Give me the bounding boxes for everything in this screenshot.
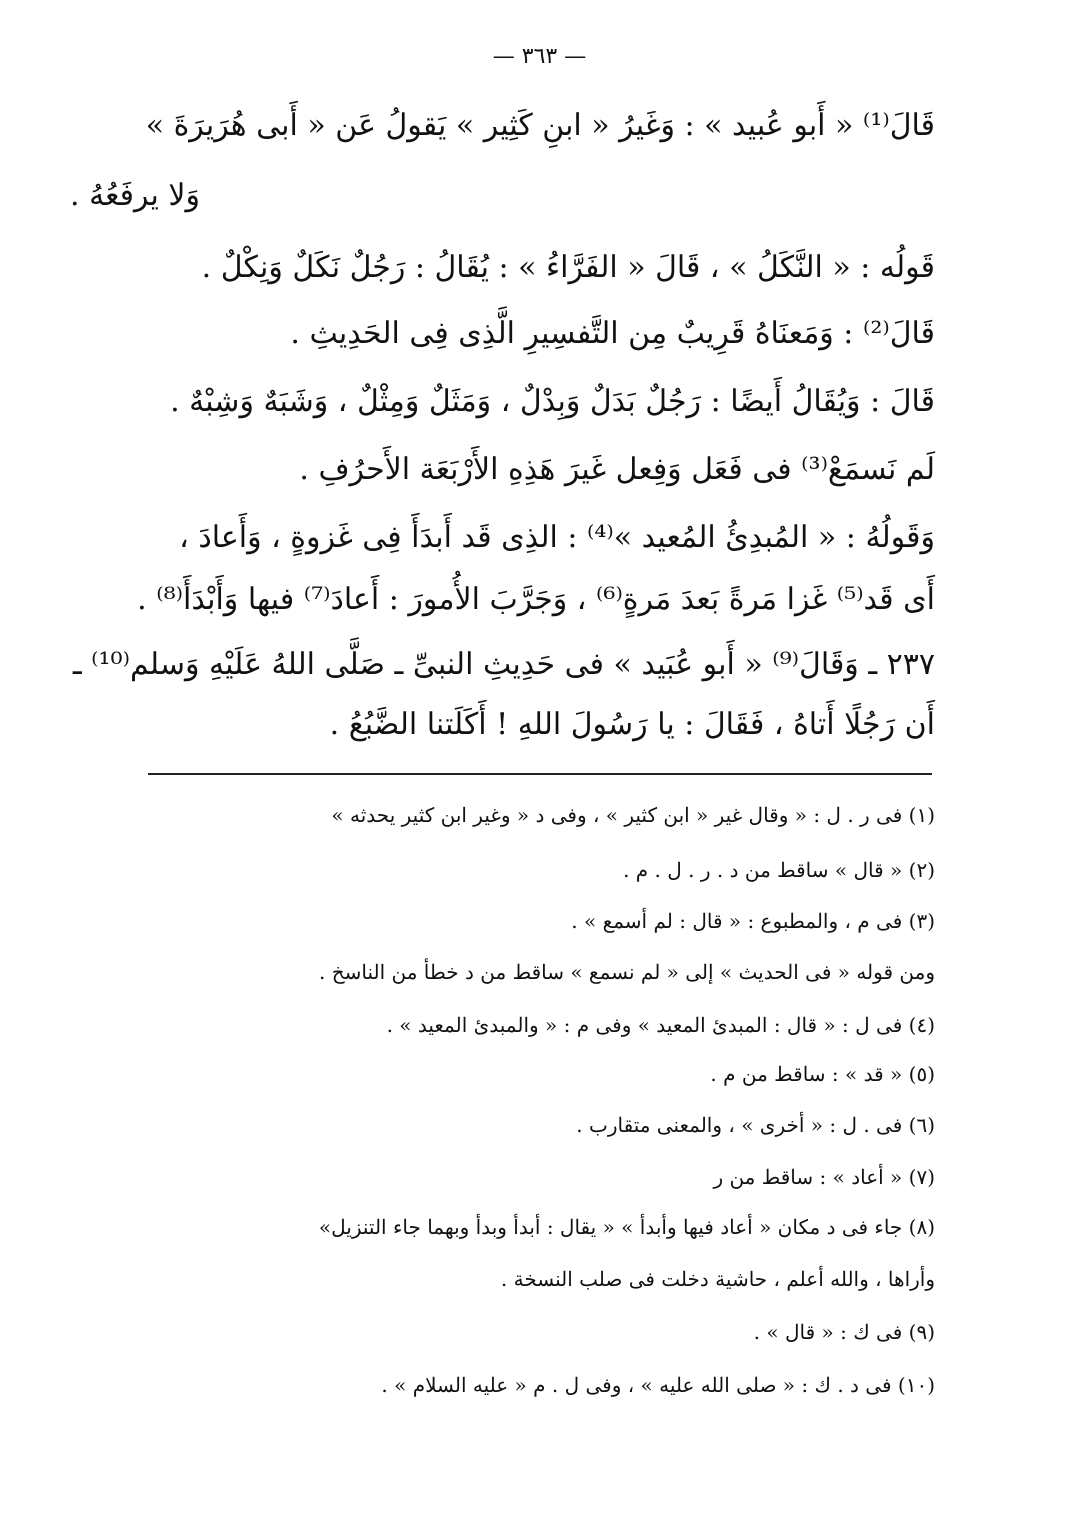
footnote: (١٠) فى د . ك : « صلى الله عليه » ، وفى ل . م « عليه السلام » .	[381, 1373, 935, 1397]
footnote: (٥) « قد » : ساقط من م .	[710, 1062, 935, 1086]
text-line: لَم نَسمَعْ⁽³⁾ فى فَعَل وَفِعل غَيرَ هَذِهِ الأَرْبَعَة الأَحرُفِ .	[299, 452, 935, 487]
text-line: أَى قَد⁽⁵⁾ غَزا مَرةً بَعدَ مَرةٍ⁽⁶⁾ ، وَجَرَّبَ الأُمورَ : أَعادَ⁽⁷⁾ فيها وَأَبْدَأَ⁽⁸⁾ .	[137, 582, 935, 617]
text-line: أَن رَجُلًا أَتاهُ ، فَقَالَ : يا رَسُولَ اللهِ ! أَكَلَتنا الضَّبُعُ .	[329, 707, 935, 742]
footnote: (٨) جاء فى د مكان « أعاد فيها وأبدأ » « يقال : أبدأ وبدأ وبهما جاء التنزيل»	[318, 1215, 935, 1239]
text-line: قَولُه : « النَّكَلُ » ، قَالَ « الفَرَّاءُ » : يُقَالُ : رَجُلٌ نَكَلٌ وَنِكْلٌ .	[201, 250, 935, 285]
text-line: قَالَ⁽²⁾ : وَمَعنَاهُ قَرِيبٌ مِن التَّفسِيرِ الَّذِى فِى الحَدِيثِ .	[290, 316, 935, 351]
footnote: (٣) فى م ، والمطبوع : « قال : لم أسمع » .	[571, 909, 935, 933]
text-line: وَقَولُهُ : « المُبدِئُ المُعيد »⁽⁴⁾ : الذِى قَد أَبدَأَ فِى غَزوةٍ ، وَأَعادَ ،	[179, 520, 935, 555]
footnote: وأراها ، والله أعلم ، حاشية دخلت فى صلب النسخة .	[500, 1267, 935, 1291]
footnote: (٤) فى ل : « قال : المبدئ المعيد » وفى م : « والمبدئ المعيد » .	[386, 1013, 935, 1037]
footnotes	[70, 0, 935, 1517]
text-line: ٢٣٧ ـ وَقَالَ⁽⁹⁾ « أَبو عُبَيد » فى حَدِيثِ النبىِّ ـ صَلَّى اللهُ عَلَيْهِ وَسلم⁽¹⁰⁾ ـ	[72, 647, 935, 682]
footnote: (٧) « أعاد » : ساقط من ر	[713, 1165, 935, 1189]
footnote: (٢) « قال » ساقط من د . ر . ل . م .	[623, 858, 935, 882]
text-line: قَالَ : وَيُقَالُ أَيضًا : رَجُلٌ بَدَلٌ وَبِدْلٌ ، وَمَثَلٌ وَمِثْلٌ ، وَشَبَهٌ وَشِبْهٌ .	[170, 384, 935, 419]
footnote: (١) فى ر . ل : « وقال غير « ابن كثير » ، وفى د « وغير ابن كثير يحدثه »	[331, 803, 935, 827]
footnote: (٦) فى . ل : « أخرى » ، والمعنى متقارب .	[576, 1113, 935, 1137]
text-line: وَلا يرفَعُهُ .	[70, 178, 201, 213]
text-line: قَالَ⁽¹⁾ « أَبو عُبيد » : وَغَيرُ « ابنِ كَثِير » يَقولُ عَن « أَبى هُرَيرَةَ »	[145, 108, 935, 143]
footnote: (٩) فى ك : « قال » .	[753, 1320, 935, 1344]
footnote: ومن قوله « فى الحديث » إلى « لم نسمع » ساقط من د خطأ من الناسخ .	[318, 960, 935, 984]
page-number: — ٣٦٣ —	[492, 44, 587, 69]
